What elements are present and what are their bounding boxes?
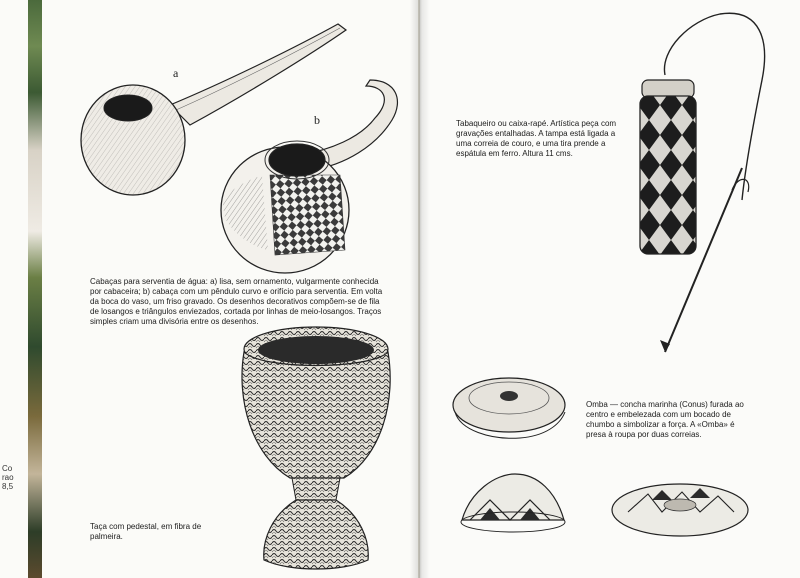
fragment-line-2: rao — [2, 473, 14, 482]
caption-snuff-box: Tabaqueiro ou caixa-rapé. Artística peça com gravações entalhadas. A tampa está ligada a uma correia de couro, e uma tira prende a espátula em ferro. Altura 11 cms. — [456, 119, 617, 158]
caption-gourds: Cabaças para serventia de água: a) lisa, sem ornamento, vulgarmente conhecida por cabaceira; b) cabaça com um pêndulo curvo e orifício para serventia. Em volta da boca do vaso, um friso gravado. Os desenhos decorativos compõem-se de fila de losangos e triângulos enviezados, cortada por linhas de meio-losangos. Traços simples criam uma divisória entre os desenhos. — [90, 277, 383, 326]
omba-shell-left-illustration — [461, 474, 565, 532]
snuff-box-illustration — [640, 13, 765, 352]
basket-cup-illustration — [242, 327, 390, 569]
gourd-b-illustration — [221, 80, 397, 273]
figure-label-a: a — [173, 66, 179, 80]
figure-label-b: b — [314, 113, 320, 127]
cropped-text-fragment — [2, 464, 14, 491]
fragment-line-1: Co — [2, 464, 13, 473]
caption-cup: Taça com pedestal, em fibra de palmeira. — [90, 522, 202, 541]
omba-shell-top-illustration — [453, 378, 565, 438]
caption-omba: Omba — concha marinha (Conus) furada ao centro e embelezada com um bocado de chumbo a simbolizar a força. A «Omba» é presa à roupa por duas correias. — [586, 400, 744, 439]
fragment-line-3: 8,5 — [2, 482, 14, 491]
omba-shell-right-illustration — [612, 484, 748, 536]
